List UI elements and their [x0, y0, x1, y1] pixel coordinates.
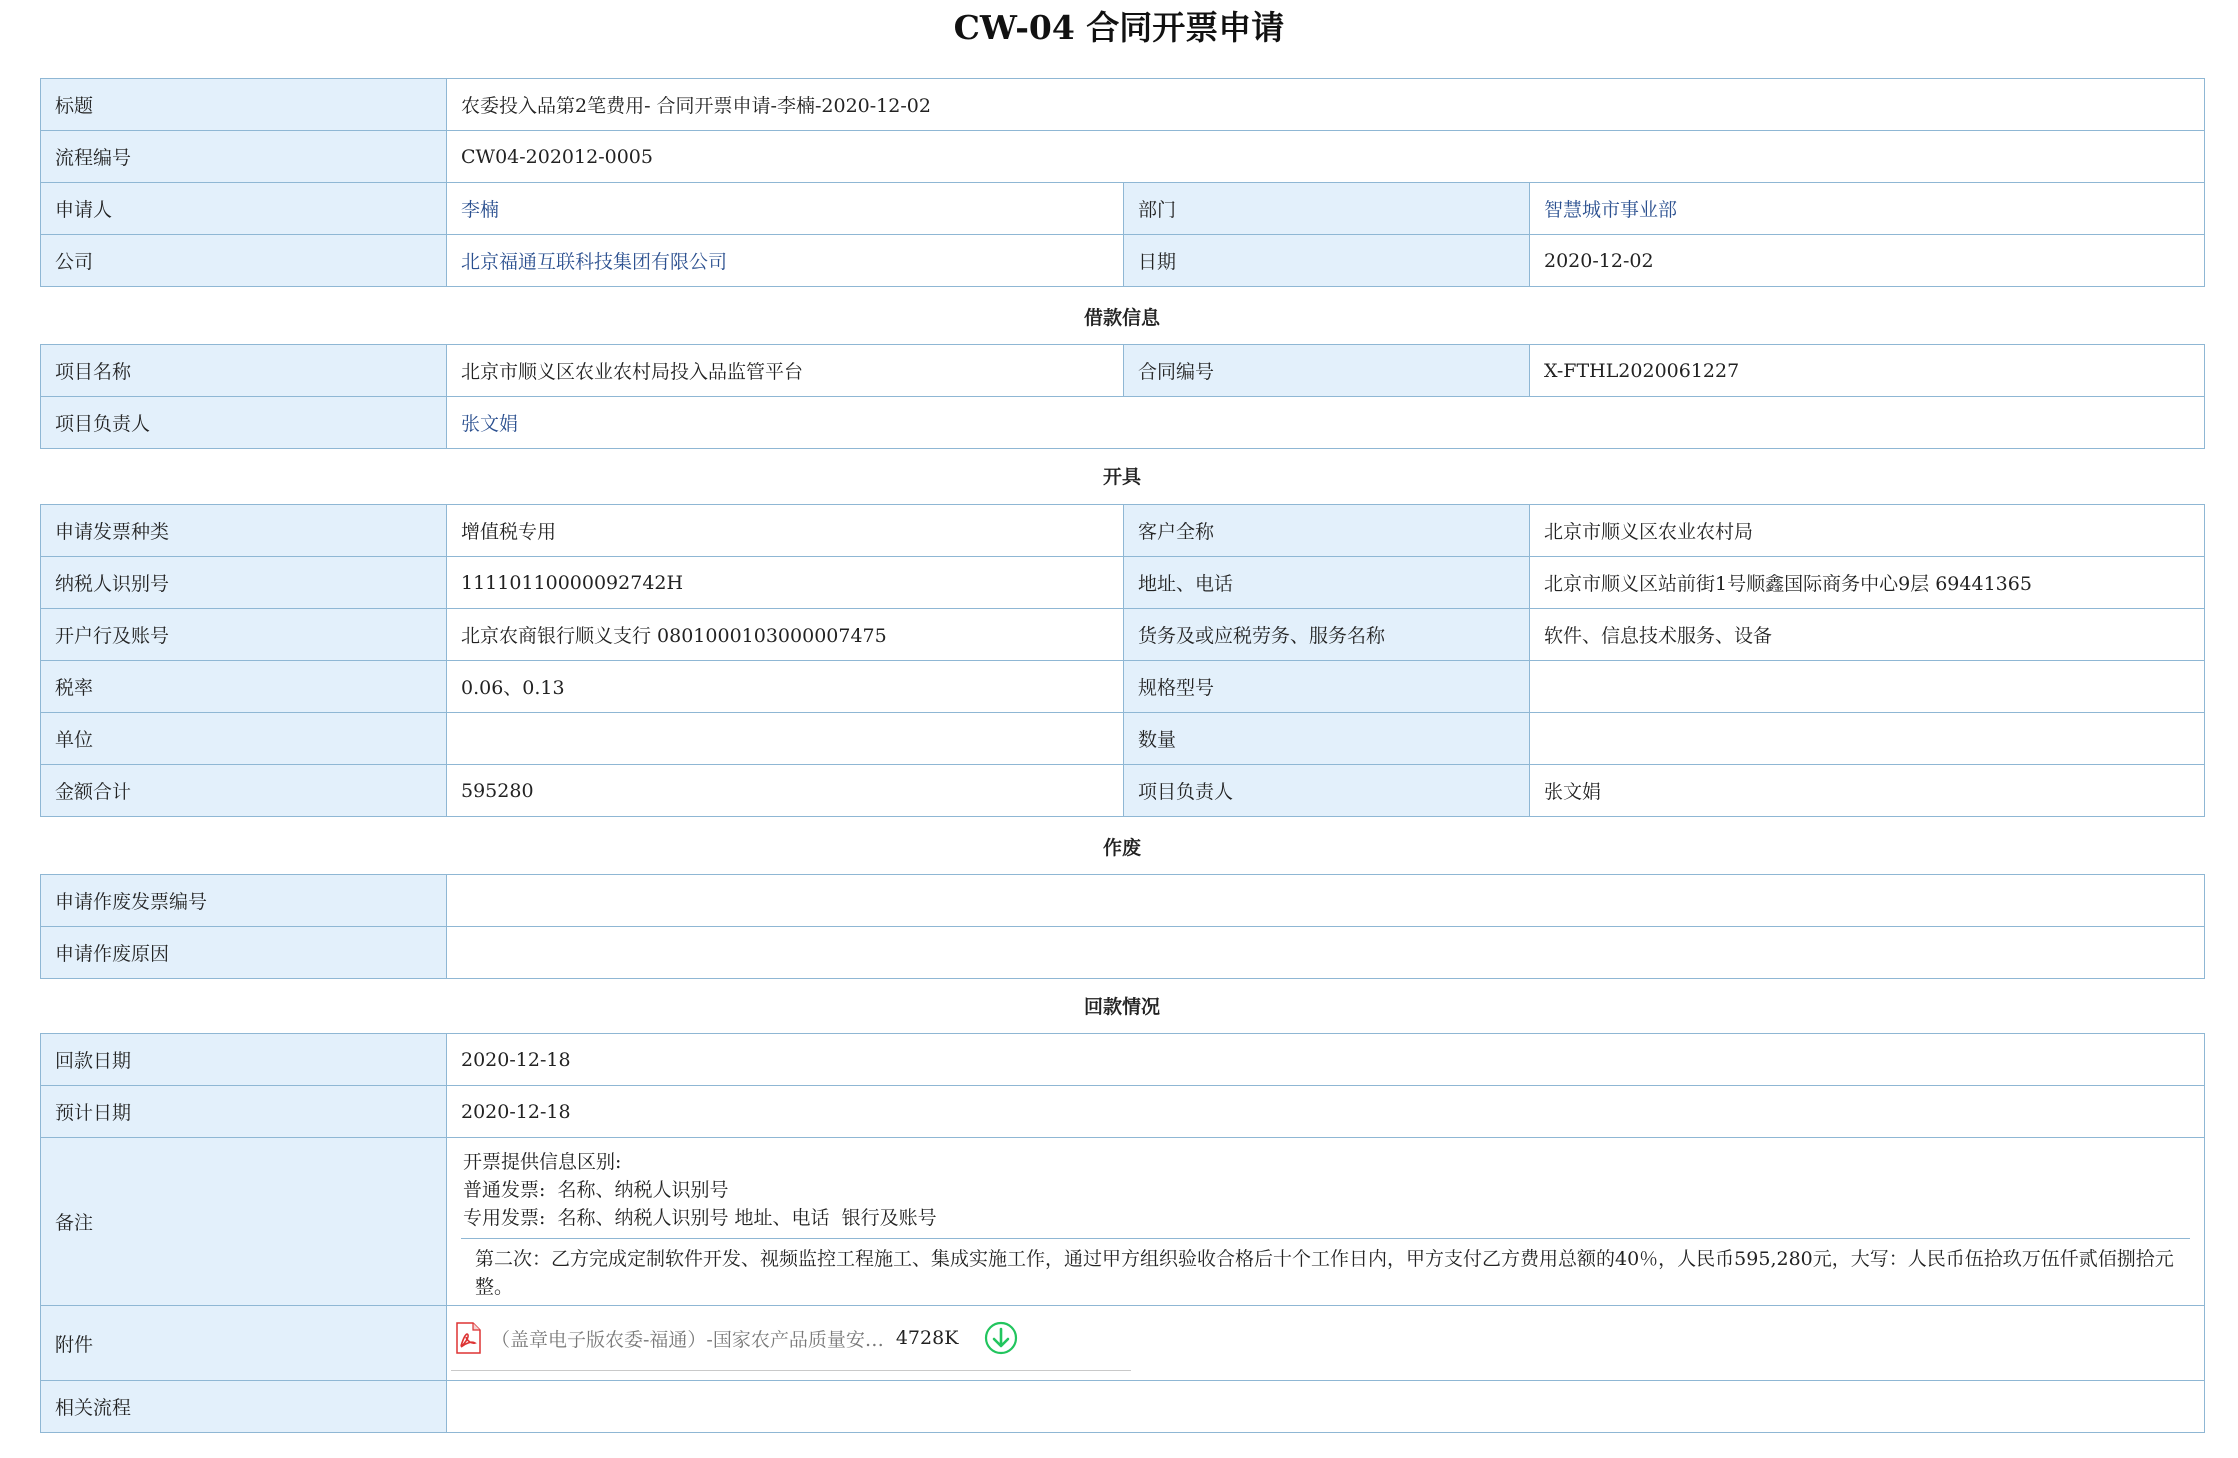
date-label: 日期: [1124, 235, 1530, 287]
void-table: [40, 874, 2205, 979]
rate-label: 税率: [41, 661, 447, 713]
attachment-size: 4728K: [895, 1327, 959, 1349]
issue-leader-value: 张文娟: [1530, 765, 2205, 817]
total-label: 金额合计: [41, 765, 447, 817]
total-value: 595280: [447, 765, 1124, 817]
attachment-name[interactable]: （盖章电子版农委-福通）-国家农产品质量安…: [491, 1328, 884, 1351]
rate-value: 0.06、0.13: [447, 661, 1124, 713]
taxid-label: 纳税人识别号: [41, 557, 447, 609]
download-icon[interactable]: [984, 1321, 1018, 1355]
project-leader-label: 项目负责人: [41, 397, 447, 449]
issue-table: [40, 504, 2205, 817]
title-label: 标题: [41, 79, 447, 131]
related-label: 相关流程: [41, 1381, 447, 1433]
process-no-value: CW04-202012-0005: [447, 131, 2205, 183]
void-reason-value: [447, 927, 2205, 979]
section-void-heading: 作废: [1102, 837, 1141, 859]
page-title: CW-04 合同开票申请: [953, 8, 1285, 47]
note-label: 备注: [41, 1138, 447, 1306]
section-loan-heading: 借款信息: [1083, 307, 1160, 329]
expect-date-label: 预计日期: [41, 1086, 447, 1138]
process-no-label: 流程编号: [41, 131, 447, 183]
date-value: 2020-12-02: [1530, 235, 2205, 287]
qty-value: [1530, 713, 2205, 765]
note-lines: [461, 1138, 2190, 1232]
project-label: 项目名称: [41, 345, 447, 397]
section-payback-heading: 回款情况: [1083, 996, 1160, 1018]
invoice-type-value: 增值税专用: [447, 505, 1124, 557]
model-value: [1530, 661, 2205, 713]
invoice-type-label: 申请发票种类: [41, 505, 447, 557]
bank-label: 开户行及账号: [41, 609, 447, 661]
void-reason-label: 申请作废原因: [41, 927, 447, 979]
note-line-2: 普通发票: 名称、纳税人识别号: [463, 1179, 729, 1201]
customer-label: 客户全称: [1124, 505, 1530, 557]
related-value: [447, 1381, 2205, 1433]
payback-table: [40, 1033, 2205, 1433]
goods-label: 货务及或应税劳务、服务名称: [1124, 609, 1530, 661]
void-no-label: 申请作废发票编号: [41, 875, 447, 927]
attachment-divider: [451, 1370, 1131, 1371]
taxid-value: 11110110000092742H: [447, 557, 1124, 609]
goods-value: 软件、信息技术服务、设备: [1530, 609, 2205, 661]
attach-cell: [447, 1306, 2205, 1381]
qty-label: 数量: [1124, 713, 1530, 765]
void-no-value: [447, 875, 2205, 927]
address-label: 地址、电话: [1124, 557, 1530, 609]
issue-leader-label: 项目负责人: [1124, 765, 1530, 817]
note-payment-terms: 第二次：乙方完成定制软件开发、视频监控工程施工、集成实施工作，通过甲方组织验收合格后十个工作日内，甲方支付乙方费用总额的40％，人民币595,280元，大写：人民币伍拾玖万伍仟贰佰捌拾元整。: [461, 1238, 2190, 1305]
customer-value: 北京市顺义区农业农村局: [1530, 505, 2205, 557]
payback-date-label: 回款日期: [41, 1034, 447, 1086]
company-label: 公司: [41, 235, 447, 287]
address-value: 北京市顺义区站前街1号顺鑫国际商务中心9层 69441365: [1530, 557, 2205, 609]
loan-table: [40, 344, 2205, 449]
applicant-link[interactable]: 李楠: [461, 199, 500, 221]
project-value: 北京市顺义区农业农村局投入品监管平台: [447, 345, 1124, 397]
contract-label: 合同编号: [1124, 345, 1530, 397]
section-issue-heading: 开具: [1102, 466, 1141, 488]
bank-value: 北京农商银行顺义支行 0801000103000007475: [447, 609, 1124, 661]
dept-link[interactable]: 智慧城市事业部: [1544, 199, 1678, 221]
applicant-label: 申请人: [41, 183, 447, 235]
unit-label: 单位: [41, 713, 447, 765]
attachment-item[interactable]: [447, 1306, 2204, 1370]
payback-date-value: 2020-12-18: [447, 1034, 2205, 1086]
dept-label: 部门: [1124, 183, 1530, 235]
expect-date-value: 2020-12-18: [447, 1086, 2205, 1138]
note-cell: [447, 1138, 2205, 1306]
company-link[interactable]: 北京福通互联科技集团有限公司: [461, 251, 728, 273]
title-value: 农委投入品第2笔费用- 合同开票申请-李楠-2020-12-02: [447, 79, 2205, 131]
note-line-3: 专用发票: 名称、纳税人识别号 地址、电话 银行及账号: [463, 1207, 937, 1229]
pdf-icon: [455, 1322, 481, 1354]
project-leader-link[interactable]: 张文娟: [461, 413, 519, 435]
attach-label: 附件: [41, 1306, 447, 1381]
note-line-1: 开票提供信息区别:: [463, 1151, 622, 1173]
unit-value: [447, 713, 1124, 765]
model-label: 规格型号: [1124, 661, 1530, 713]
basic-info-table: [40, 78, 2205, 287]
contract-value: X-FTHL2020061227: [1530, 345, 2205, 397]
